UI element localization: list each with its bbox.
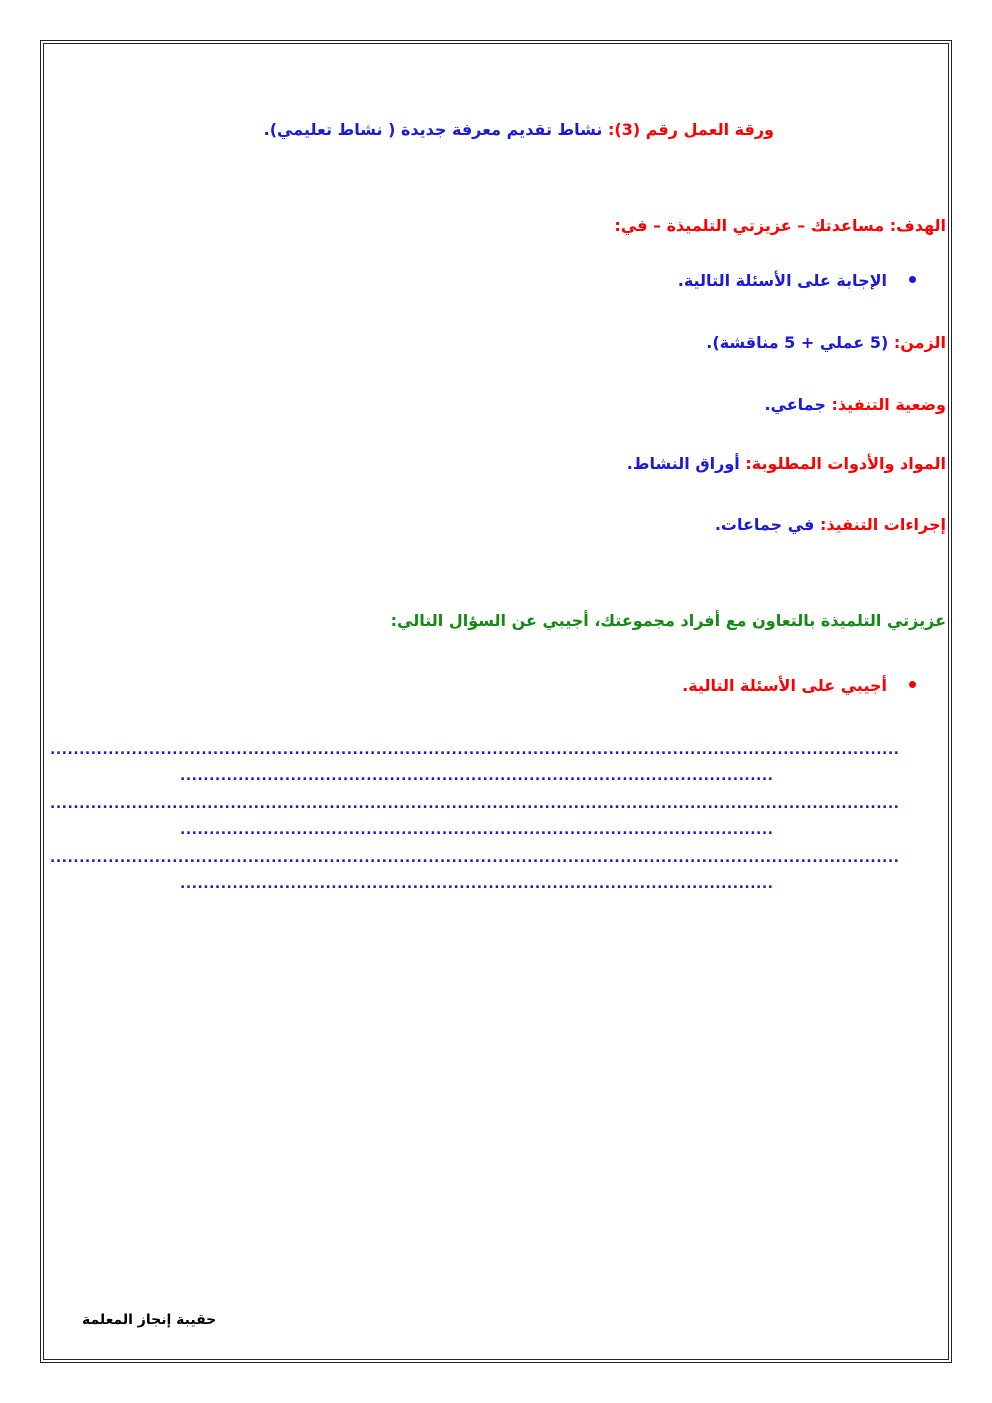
procedures-row [715,514,946,536]
task-bullet-text: أجيبي على الأسئلة التالية. [682,676,887,695]
instruction-text: عزيزتي التلميذة بالتعاون مع أفراد مجموعتك، أجيبي عن السؤال التالي: [390,611,946,630]
goal-row [614,215,946,237]
worksheet-title-prefix: ورقة العمل رقم (3): [608,120,774,139]
bullet-dot-icon [909,276,916,283]
bullet-dot-icon [909,681,916,688]
procedures-value: في جماعات. [714,515,815,534]
materials-row [627,453,946,475]
worksheet-title-text: نشاط تقديم معرفة جديدة ( نشاط تعليمي). [263,120,603,139]
footer-text: حقيبة إنجاز المعلمة [82,1312,217,1328]
answer-line: .................................................................................................................................................. [50,850,900,866]
answer-line: .................................................................................................................................................. [50,796,900,812]
time-value: (5 عملي + 5 مناقشة). [706,333,889,352]
answer-line: .................................................................................................................................................. [50,742,900,758]
task-bullet [682,675,916,697]
procedures-label: إجراءات التنفيذ: [819,515,946,534]
setting-row [764,394,946,416]
setting-label: وضعية التنفيذ: [831,395,946,414]
goal-text: مساعدتك – عزيزتي التلميذة – في: [614,216,885,235]
time-label: الزمن: [893,333,946,352]
time-row [706,332,946,354]
goal-bullet-text: الإجابة على الأسئلة التالية. [677,271,887,290]
answer-line: ...................................................................................................... [180,822,774,838]
materials-value: أوراق النشاط. [626,454,740,473]
answer-line: ...................................................................................................... [180,768,774,784]
setting-value: جماعي. [764,395,826,414]
page-border-inner [43,43,949,1360]
answer-line: ...................................................................................................... [180,876,774,892]
materials-label: المواد والأدوات المطلوبة: [745,454,946,473]
goal-label: الهدف: [889,216,946,235]
goal-bullet [678,270,916,292]
worksheet-title [264,119,774,141]
